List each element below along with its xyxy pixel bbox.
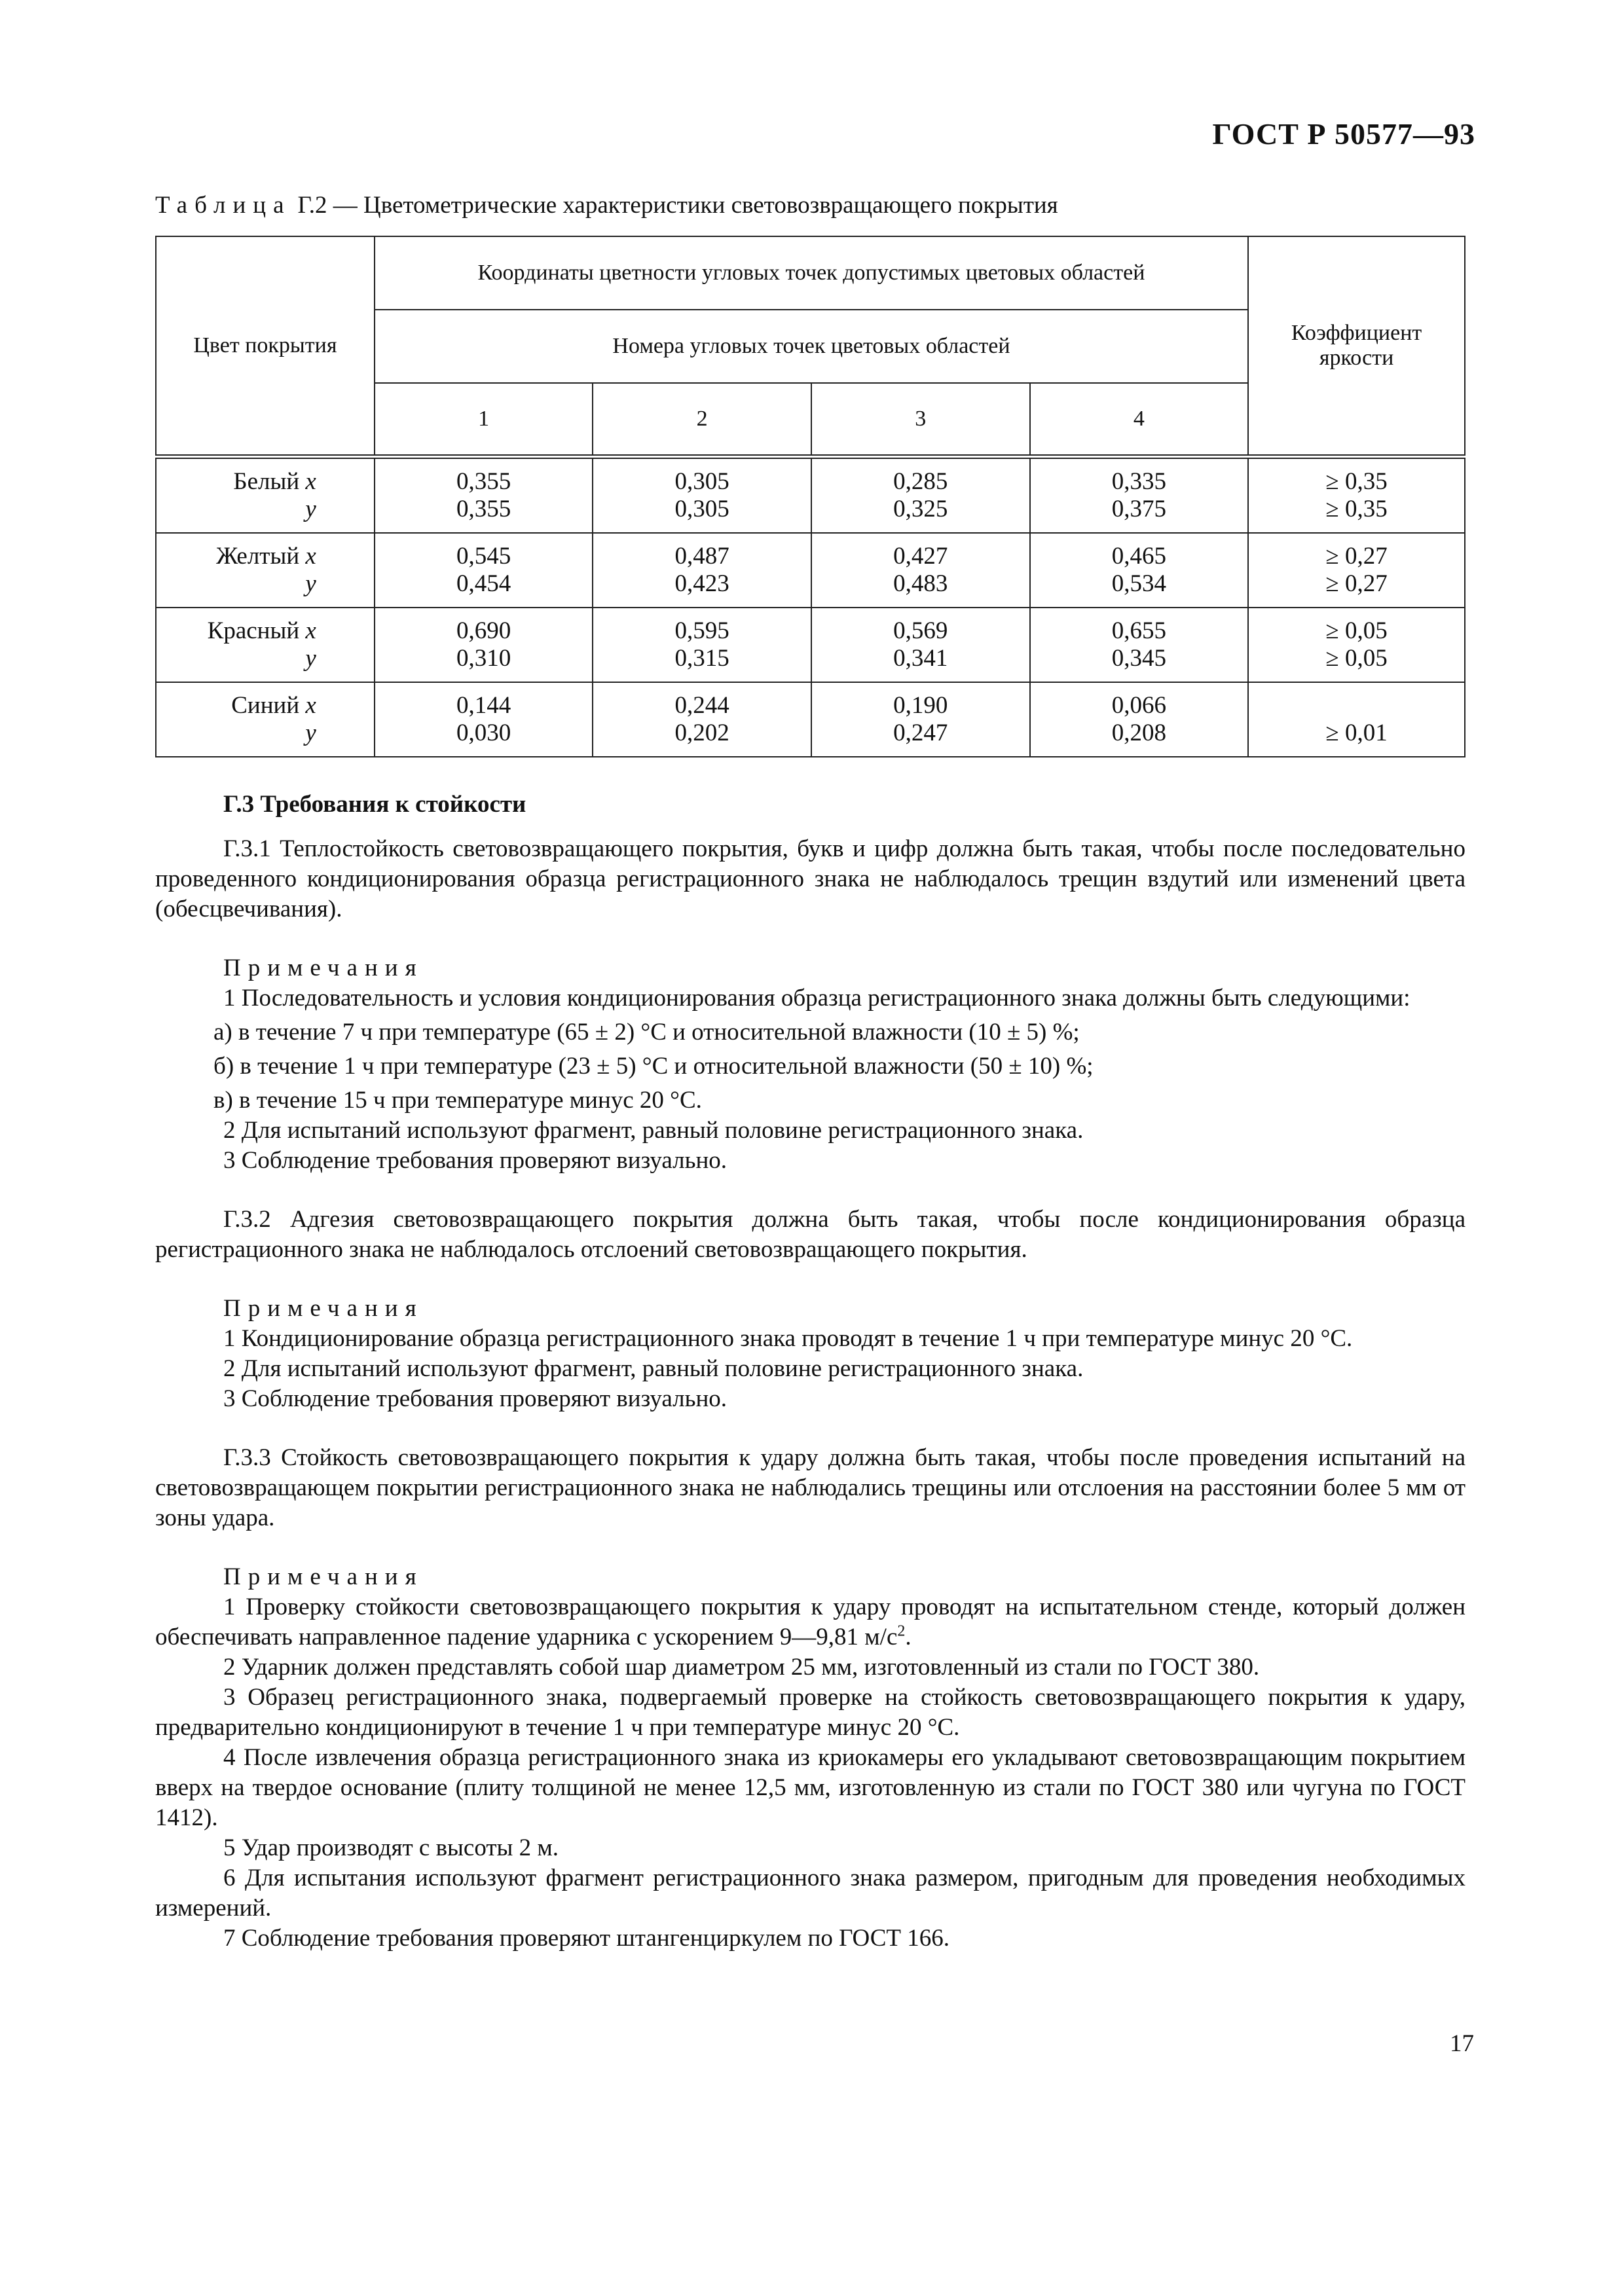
- brightness-y: ≥ 0,05: [1325, 645, 1388, 672]
- colorimetric-table: [155, 236, 1465, 757]
- table-caption-text: Г.2 — Цветометрические характеристики световозвращающего покрытия: [297, 192, 1058, 219]
- table-caption-prefix: Таблица: [155, 192, 291, 219]
- x-value: 0,655: [1111, 617, 1166, 644]
- coord-cell: [375, 533, 593, 608]
- brightness-x: [1249, 692, 1464, 720]
- coord-cell: [593, 682, 811, 757]
- x-value: 0,355: [456, 468, 511, 495]
- note-item: 1 Последовательность и условия кондиционирования образца регистрационного знака должны быть следующими:: [223, 985, 1410, 1011]
- x-value: 0,144: [456, 692, 511, 719]
- y-value: 0,202: [674, 720, 729, 746]
- y-value: 0,341: [893, 645, 948, 672]
- x-value: 0,595: [674, 617, 729, 644]
- coord-cell: [1030, 682, 1249, 757]
- page-number: 17: [1450, 2030, 1474, 2057]
- y-value: 0,305: [674, 496, 729, 522]
- y-label: y: [305, 645, 316, 672]
- brightness-cell: [1248, 682, 1465, 757]
- brightness-x: ≥ 0,05: [1325, 617, 1388, 644]
- brightness-x: ≥ 0,35: [1325, 468, 1388, 495]
- note-text: .: [905, 1624, 912, 1650]
- x-label: x: [305, 468, 316, 495]
- coord-cell: [1030, 533, 1249, 608]
- y-value: 0,534: [1111, 570, 1166, 597]
- x-value: 0,305: [674, 468, 729, 495]
- x-value: 0,487: [674, 543, 729, 570]
- coord-cell: [375, 457, 593, 534]
- paragraph-g3-3: Г.3.3 Стойкость световозвращающего покрытия к удару должна быть такая, чтобы после проведения испытаний на световозвращающем покрытии регистрационного знака не наблюдались трещины или отслоения на расстоянии более 5 мм от зоны удара.: [155, 1444, 1465, 1531]
- coord-cell: [593, 608, 811, 682]
- coord-cell: [593, 457, 811, 534]
- coord-cell: [1030, 608, 1249, 682]
- x-value: 0,335: [1111, 468, 1166, 495]
- x-value: 0,427: [893, 543, 948, 570]
- y-label: y: [305, 720, 316, 746]
- note-item: 7 Соблюдение требования проверяют штангенциркулем по ГОСТ 166.: [223, 1925, 949, 1952]
- note-item: 2 Ударник должен представлять собой шар диаметром 25 мм, изготовленный из стали по ГОСТ 380.: [223, 1654, 1260, 1681]
- header-point-3: 3: [811, 383, 1030, 457]
- x-value: 0,244: [674, 692, 729, 719]
- x-value: 0,285: [893, 468, 948, 495]
- y-label: y: [305, 496, 316, 522]
- coord-cell: [811, 457, 1030, 534]
- header-brightness-label: Коэффициент яркости: [1291, 321, 1422, 370]
- y-value: 0,355: [456, 496, 511, 522]
- x-label: x: [305, 543, 316, 570]
- note-item: 2 Для испытаний используют фрагмент, равный половине регистрационного знака.: [223, 1117, 1084, 1144]
- note-item: 1 Кондиционирование образца регистрационного знака проводят в течение 1 ч при температуре минус 20 °С.: [223, 1325, 1353, 1352]
- header-point-4: 4: [1030, 383, 1249, 457]
- x-value: 0,465: [1111, 543, 1166, 570]
- table-row: [156, 533, 1465, 608]
- y-value: 0,345: [1111, 645, 1166, 672]
- notes-heading: Примечания: [223, 1563, 424, 1590]
- table-row: [156, 608, 1465, 682]
- note-subitem: а) в течение 7 ч при температуре (65 ± 2) °С и относительной влажности (10 ± 5) %;: [213, 1019, 1080, 1046]
- header-points: Номера угловых точек цветовых областей: [375, 310, 1248, 383]
- paragraph-g3-1: Г.3.1 Теплостойкость световозвращающего покрытия, букв и цифр должна быть такая, чтобы после последовательно проведенного кондиционирования образца регистрационного знака не наблюдалось трещин вздутий или изменений цвета (обесцвечивания).: [155, 835, 1465, 922]
- document-id-header: ГОСТ Р 50577—93: [1212, 117, 1475, 151]
- header-color: Цвет покрытия: [156, 236, 375, 457]
- y-value: 0,375: [1111, 496, 1166, 522]
- color-name-cell: [156, 608, 375, 682]
- note-text: 1 Проверку стойкости световозвращающего покрытия к удару проводят на испытательном стенде, который должен обеспечивать направленное падение ударника с ускорением 9—9,81 м/с: [155, 1594, 1465, 1650]
- y-value: 0,030: [456, 720, 511, 746]
- color-name-cell: [156, 457, 375, 534]
- color-name: Красный: [207, 617, 300, 644]
- brightness-cell: [1248, 457, 1465, 534]
- brightness-y: ≥ 0,01: [1325, 720, 1388, 746]
- paragraph-g3-2: Г.3.2 Адгезия световозвращающего покрытия должна быть такая, чтобы после кондиционирования образца регистрационного знака не наблюдалось отслоений световозвращающего покрытия.: [155, 1206, 1465, 1263]
- y-value: 0,310: [456, 645, 511, 672]
- note-subitem: б) в течение 1 ч при температуре (23 ± 5) °С и относительной влажности (50 ± 10) %;: [213, 1053, 1094, 1080]
- note-item: 3 Соблюдение требования проверяют визуально.: [223, 1385, 728, 1412]
- note-item: 3 Соблюдение требования проверяют визуально.: [223, 1147, 728, 1174]
- coord-cell: [593, 533, 811, 608]
- coord-cell: [1030, 457, 1249, 534]
- section-title: Г.3 Требования к стойкости: [223, 791, 526, 818]
- color-name-cell: [156, 682, 375, 757]
- section-g3: [155, 790, 1465, 1954]
- note-subitem: в) в течение 15 ч при температуре минус 20 °С.: [213, 1087, 702, 1114]
- color-name-cell: [156, 533, 375, 608]
- brightness-y: ≥ 0,27: [1325, 570, 1388, 597]
- note-item: [155, 1592, 1465, 1652]
- x-value: 0,545: [456, 543, 511, 570]
- x-value: 0,066: [1111, 692, 1166, 719]
- brightness-y: ≥ 0,35: [1325, 496, 1388, 522]
- y-value: 0,247: [893, 720, 948, 746]
- table-row: [156, 457, 1465, 534]
- x-value: 0,190: [893, 692, 948, 719]
- header-point-2: 2: [593, 383, 811, 457]
- coord-cell: [811, 533, 1030, 608]
- x-value: 0,569: [893, 617, 948, 644]
- header-brightness: [1248, 236, 1465, 457]
- note-item: 2 Для испытаний используют фрагмент, равный половине регистрационного знака.: [223, 1355, 1084, 1382]
- y-value: 0,454: [456, 570, 511, 597]
- y-value: 0,325: [893, 496, 948, 522]
- brightness-cell: [1248, 608, 1465, 682]
- color-name: Желтый: [216, 543, 300, 570]
- coord-cell: [811, 608, 1030, 682]
- note-item: 3 Образец регистрационного знака, подвергаемый проверке на стойкость световозвращающего покрытия к удару, предварительно кондиционируют в течение 1 ч при температуре минус 20 °С.: [155, 1684, 1465, 1741]
- brightness-x: ≥ 0,27: [1325, 543, 1388, 570]
- note-item: 5 Удар производят с высоты 2 м.: [223, 1834, 559, 1861]
- y-value: 0,208: [1111, 720, 1166, 746]
- table-caption: [155, 191, 1058, 219]
- notes-heading: Примечания: [223, 1295, 424, 1322]
- brightness-cell: [1248, 533, 1465, 608]
- coord-cell: [811, 682, 1030, 757]
- y-label: y: [305, 570, 316, 597]
- x-label: x: [305, 692, 316, 719]
- color-name: Синий: [231, 692, 300, 719]
- coord-cell: [375, 608, 593, 682]
- header-point-1: 1: [375, 383, 593, 457]
- note-item: 6 Для испытания используют фрагмент регистрационного знака размером, пригодным для проведения необходимых измерений.: [155, 1865, 1465, 1922]
- note-item: 4 После извлечения образца регистрационного знака из криокамеры его укладывают световозвращающим покрытием вверх на твердое основание (плиту толщиной не менее 12,5 мм, изготовленную из стали по ГОСТ 380 или чугуна по ГОСТ 1412).: [155, 1744, 1465, 1831]
- y-value: 0,423: [674, 570, 729, 597]
- table-row: [156, 682, 1465, 757]
- y-value: 0,315: [674, 645, 729, 672]
- y-value: 0,483: [893, 570, 948, 597]
- x-label: x: [305, 617, 316, 644]
- coord-cell: [375, 682, 593, 757]
- color-name: Белый: [233, 468, 300, 495]
- notes-heading: Примечания: [223, 955, 424, 981]
- header-coords: Координаты цветности угловых точек допустимых цветовых областей: [375, 236, 1248, 310]
- superscript: 2: [897, 1622, 906, 1640]
- x-value: 0,690: [456, 617, 511, 644]
